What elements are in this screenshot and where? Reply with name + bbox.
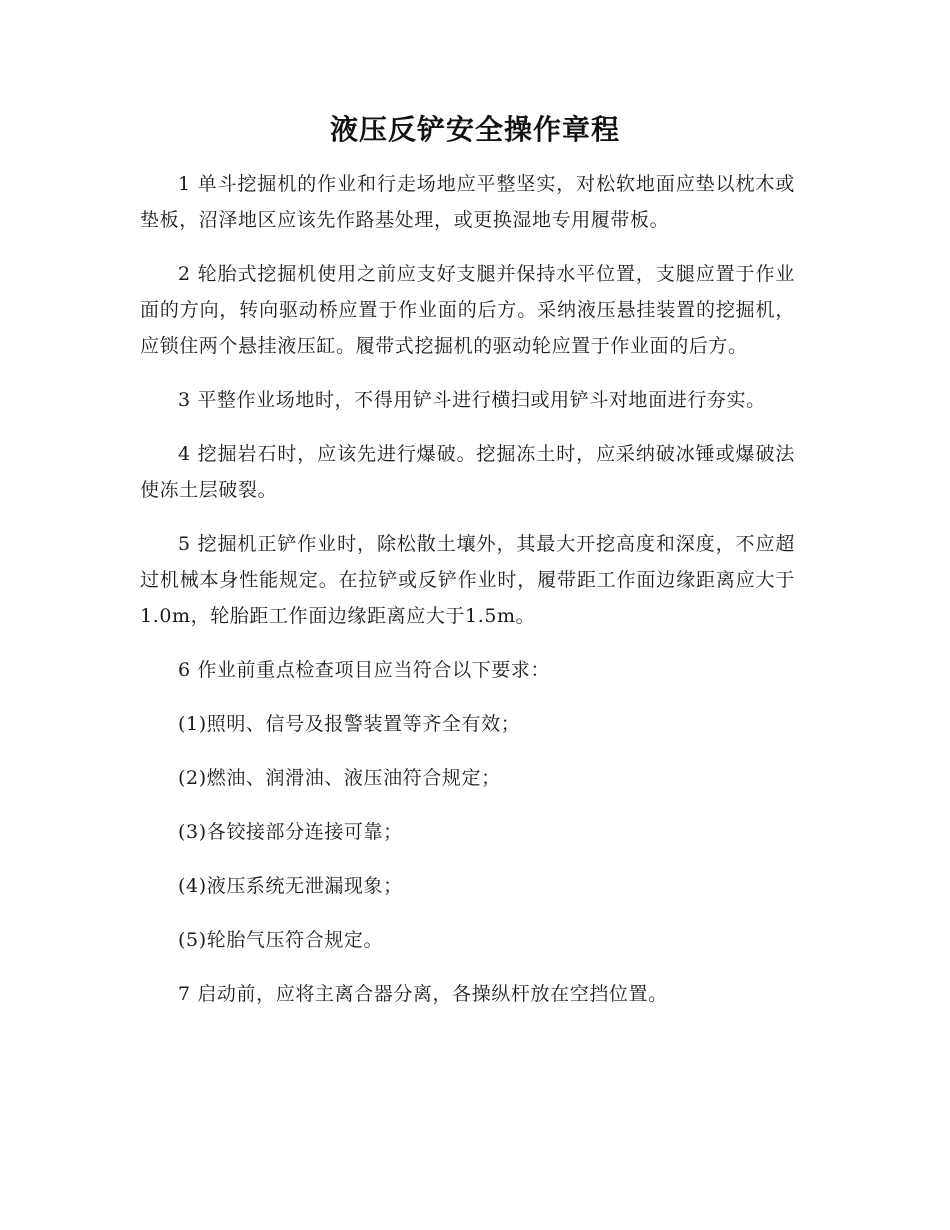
paragraph-6: 6 作业前重点检查项目应当符合以下要求： [178, 659, 551, 681]
paragraph-5: 5 挖掘机正铲作业时，除松散土壤外，其最大开挖高度和深度，不应超过机械本身性能规定。在拉铲或反铲作业时，履带距工作面边缘距离应大于1.0m，轮胎距工作面边缘距离应大于1.5m。 [140, 533, 795, 627]
checklist-item-5: (5)轮胎气压符合规定。 [178, 929, 384, 951]
paragraph-2: 2 轮胎式挖掘机使用之前应支好支腿并保持水平位置，支腿应置于作业面的方向，转向驱动桥应置于作业面的后方。采纳液压悬挂装置的挖掘机，应锁住两个悬挂液压缸。履带式挖掘机的驱动轮应置于作业面的后方。 [140, 263, 795, 357]
checklist-item-4: (4)液压系统无泄漏现象； [178, 875, 403, 897]
document-title: 液压反铲安全操作章程 [329, 113, 620, 146]
checklist-item-2: (2)燃油、润滑油、液压油符合规定； [178, 767, 501, 789]
paragraph-1: 1 单斗挖掘机的作业和行走场地应平整坚实，对松软地面应垫以枕木或垫板，沼泽地区应该先作路基处理，或更换湿地专用履带板。 [140, 173, 795, 231]
checklist-item-3: (3)各铰接部分连接可靠； [178, 821, 403, 843]
document-body [140, 166, 795, 1030]
paragraph-3: 3 平整作业场地时，不得用铲斗进行横扫或用铲斗对地面进行夯实。 [178, 389, 766, 411]
paragraph-4: 4 挖掘岩石时，应该先进行爆破。挖掘冻土时，应采纳破冰锤或爆破法使冻土层破裂。 [140, 443, 795, 501]
checklist-item-1: (1)照明、信号及报警装置等齐全有效； [178, 713, 521, 735]
paragraph-7: 7 启动前，应将主离合器分离，各操纵杆放在空挡位置。 [178, 983, 668, 1005]
